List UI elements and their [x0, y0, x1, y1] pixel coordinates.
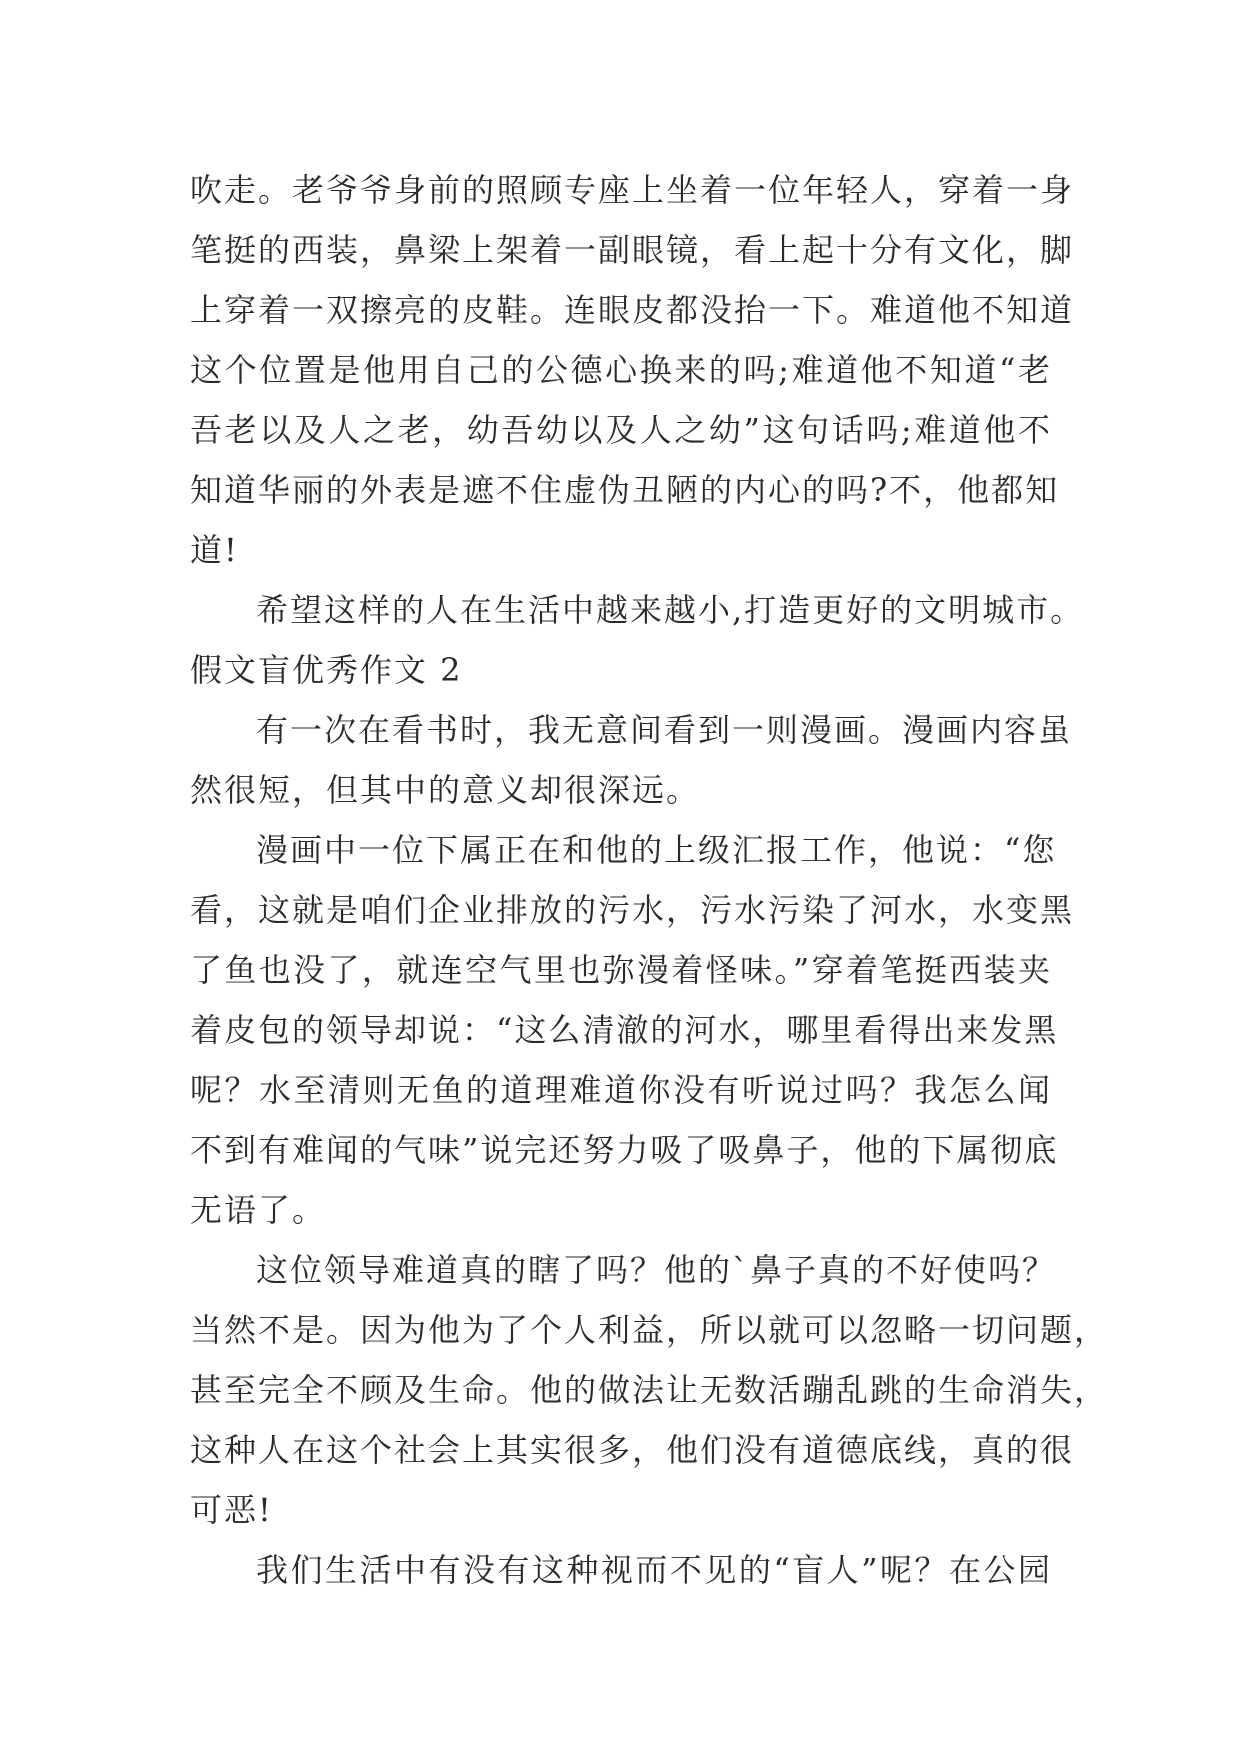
text-line: 可恶! [190, 1491, 273, 1529]
text-line: 呢？水至清则无鱼的道理难道你没有听说过吗？我怎么闻 [190, 1071, 1052, 1109]
text-line: 吾老以及人之老，幼吾幼以及人之幼”这句话吗;难道他不 [190, 411, 1052, 449]
text-line: 假文盲优秀作文 2 [190, 651, 463, 689]
text-line: 希望这样的人在生活中越来越小,打造更好的文明城市。 [256, 591, 1085, 629]
text-line: 甚至完全不顾及生命。他的做法让无数活蹦乱跳的生命消失， [190, 1371, 1109, 1409]
text-line: 有一次在看书时，我无意间看到一则漫画。漫画内容虽 [256, 711, 1073, 749]
text-line: 漫画中一位下属正在和他的上级汇报工作，他说：“您 [256, 831, 1057, 869]
text-line: 道! [190, 531, 239, 569]
text-line: 看，这就是咱们企业排放的污水，污水污染了河水，水变黑 [190, 891, 1075, 929]
text-line: 这个位置是他用自己的公德心换来的吗;难道他不知道“老 [190, 351, 1052, 389]
text-line: 知道华丽的外表是遮不住虚伪丑陋的内心的吗?不，他都知 [190, 471, 1060, 509]
text-line: 上穿着一双擦亮的皮鞋。连眼皮都没抬一下。难道他不知道 [190, 291, 1075, 329]
text-line: 当然不是。因为他为了个人利益，所以就可以忽略一切问题， [190, 1311, 1109, 1349]
text-line: 无语了。 [190, 1191, 327, 1229]
text-line: 这种人在这个社会上其实很多，他们没有道德底线，真的很 [190, 1431, 1075, 1469]
text-line: 笔挺的西装，鼻梁上架着一副眼镜，看上起十分有文化，脚 [190, 231, 1075, 269]
text-line: 了鱼也没了，就连空气里也弥漫着怪味。”穿着笔挺西装夹 [190, 951, 1052, 989]
document-body [190, 160, 1109, 1600]
text-line: 不到有难闻的气味”说完还努力吸了吸鼻子，他的下属彻底 [190, 1131, 1059, 1169]
text-line: 然很短，但其中的意义却很深远。 [190, 771, 701, 809]
text-line: 这位领导难道真的瞎了吗？他的`鼻子真的不好使吗？ [256, 1251, 1057, 1289]
text-line: 吹走。老爷爷身前的照顾专座上坐着一位年轻人，穿着一身 [190, 171, 1075, 209]
text-line: 我们生活中有没有这种视而不见的“盲人”呢？在公园 [256, 1551, 1052, 1589]
text-line: 着皮包的领导却说：“这么清澈的河水，哪里看得出来发黑 [190, 1011, 1059, 1049]
